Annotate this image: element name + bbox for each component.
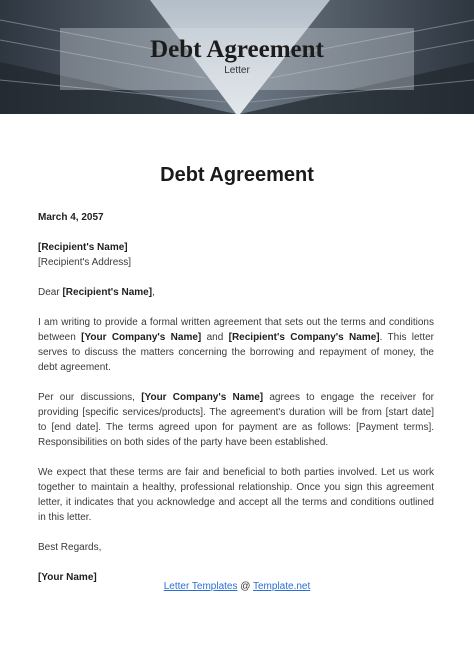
signature: [Your Name] (38, 572, 97, 583)
paragraph-intro-text-2: and (201, 332, 229, 343)
letter-templates-link[interactable]: Letter Templates (163, 581, 238, 592)
recipient-name: [Recipient's Name] (38, 242, 128, 253)
salutation (38, 285, 434, 300)
footer (0, 581, 474, 592)
recipient-company-name: [Recipient's Company's Name] (228, 332, 380, 343)
header-banner (0, 0, 474, 114)
salutation-prefix: Dear (38, 287, 63, 298)
paragraph-intro-text-3: . This letter serves to discuss the matters concerning the borrowing and repayment of money, the debt agreement. (38, 332, 435, 373)
your-company-name-2: [Your Company's Name] (141, 392, 264, 403)
header-subtitle: Letter (224, 65, 250, 76)
paragraph-terms (38, 390, 434, 450)
paragraph-intro-text-1: I am writing to provide a formal written agreement that sets out the terms and conditions between (38, 317, 434, 343)
closing: Best Regards, (38, 542, 102, 553)
paragraph-intro (38, 315, 434, 375)
document-title: Debt Agreement (160, 164, 314, 186)
footer-separator: @ (237, 581, 253, 592)
paragraph-terms-text-2: agrees to engage the receiver for providing [specific services/products]. The agreement's duration will be from [start date] to [end date]. The terms agreed upon for payment are as follows: [Payment terms]. Responsibilities on both sides of the party have been established. (38, 392, 434, 448)
salutation-name: [Recipient's Name] (62, 287, 153, 298)
template-net-link[interactable]: Template.net (253, 581, 311, 592)
header-title: Debt Agreement (150, 36, 324, 63)
salutation-suffix: , (152, 287, 155, 298)
your-company-name: [Your Company's Name] (81, 332, 202, 343)
paragraph-terms-text-1: Per our discussions, (38, 392, 142, 403)
paragraph-closing: We expect that these terms are fair and beneficial to both parties involved. Let us work together to maintain a healthy, professional relationship. Once you sign this agreement letter, it indicates that you acknowledge and accept all the terms and conditions outlined in this letter. (38, 467, 434, 523)
letter-date: March 4, 2057 (38, 212, 104, 223)
recipient-address: [Recipient's Address] (38, 257, 132, 268)
letter-body (38, 210, 434, 585)
